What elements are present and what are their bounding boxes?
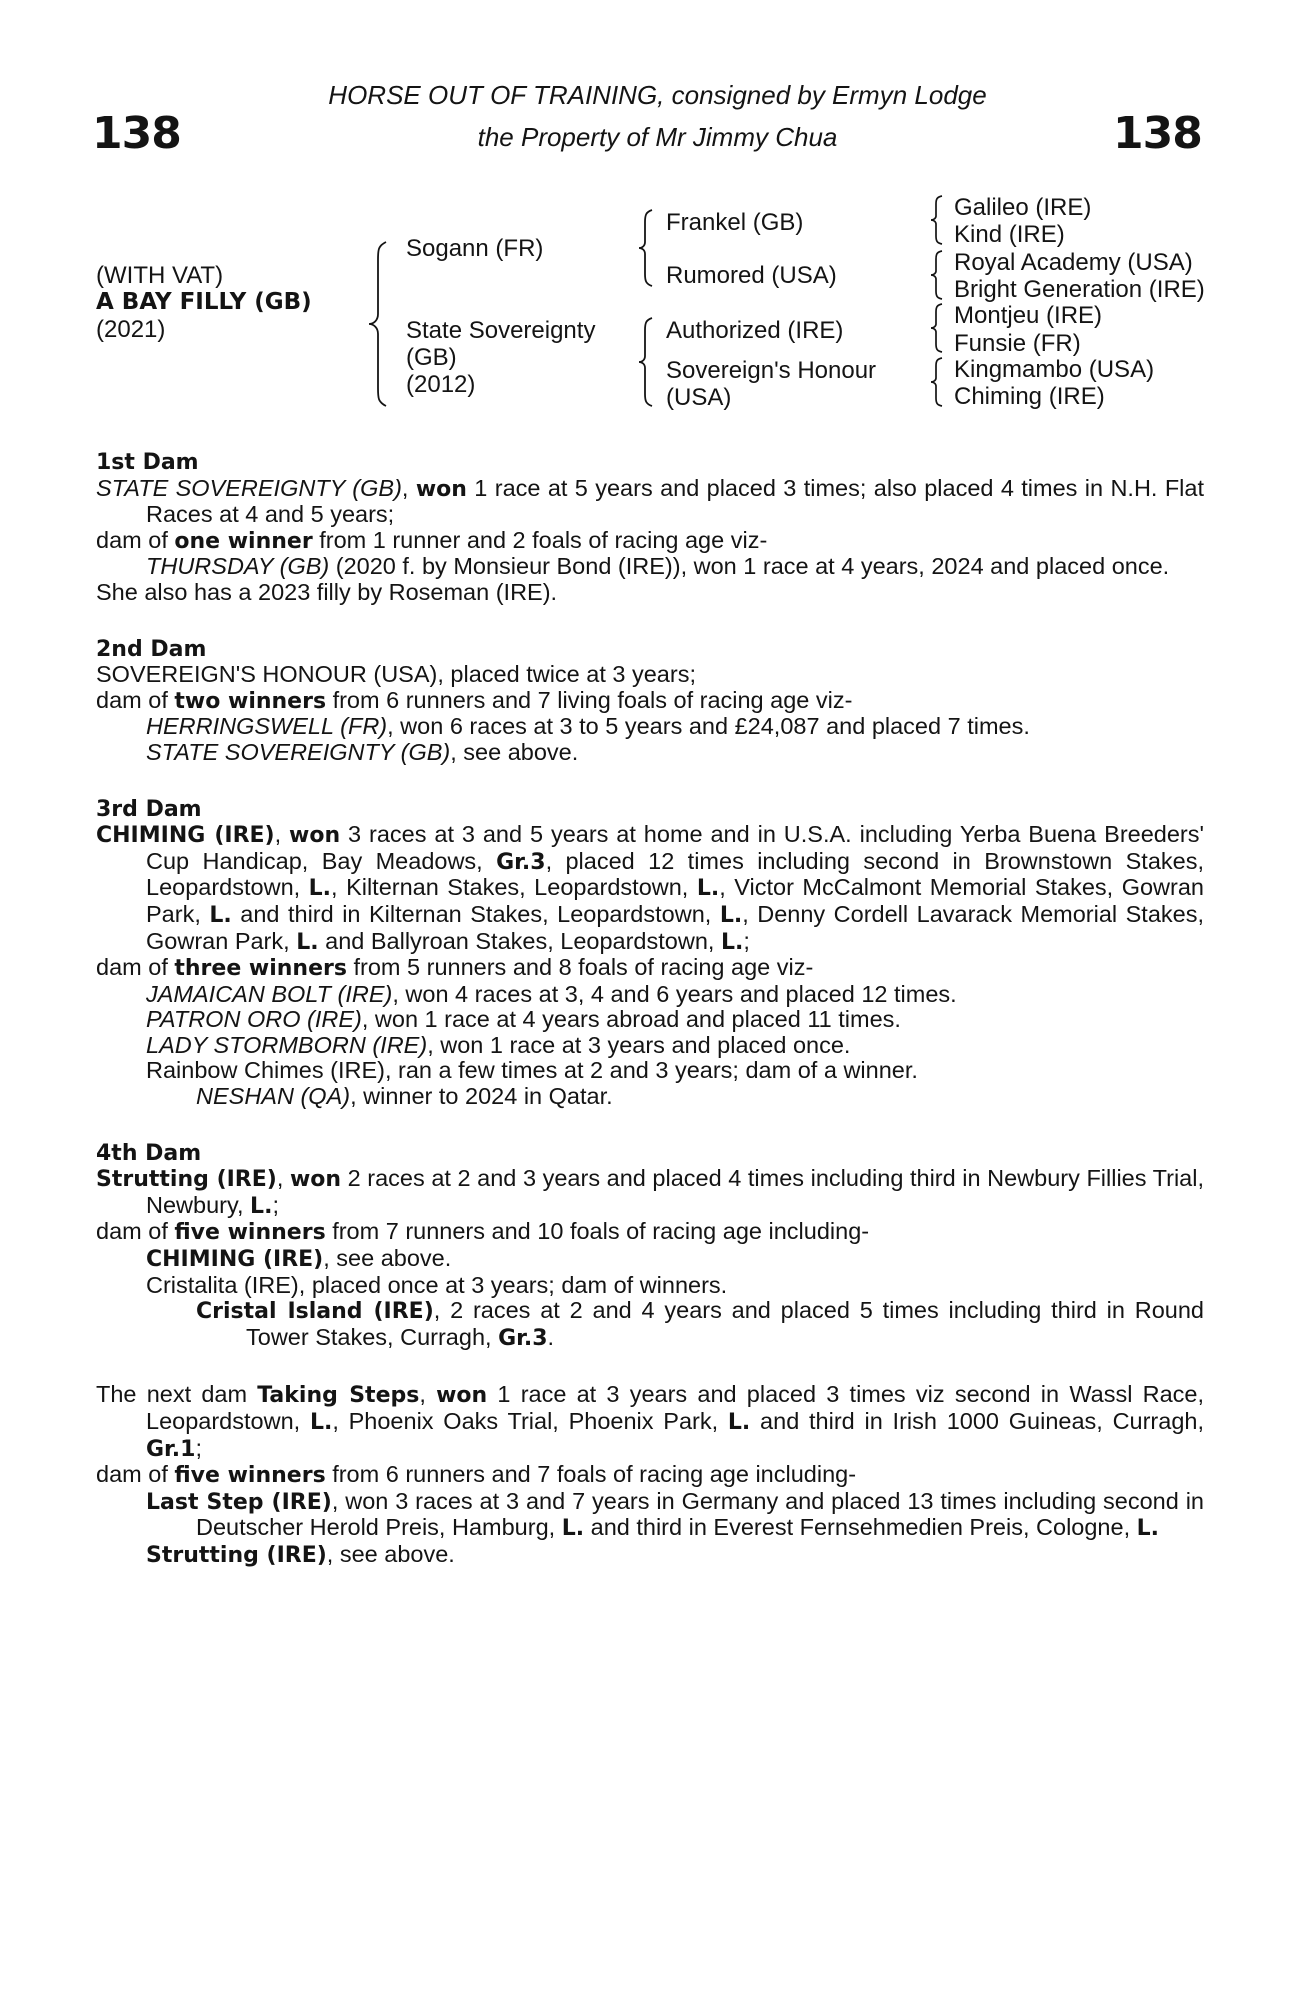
- second-dam-section: [96, 637, 1204, 766]
- lot-number-left: 138: [92, 108, 181, 159]
- dam-line-3: (2012): [406, 371, 476, 398]
- produce-entry: Cristalita (IRE), placed once at 3 years; dam of winners.: [146, 1271, 728, 1298]
- sire-sire: Frankel (GB): [666, 209, 804, 236]
- section-heading: 2nd Dam: [96, 636, 207, 662]
- dam-dam-line-1: Sovereign's Honour: [666, 357, 877, 384]
- dam-summary: STATE SOVEREIGNTY (GB), won 1 race at 5 years and placed 3 times; also placed 4 times in N.H. Flat Races at 4 and 5 years;: [96, 474, 1204, 528]
- gg-6: Funsie (FR): [954, 330, 1081, 357]
- produce-entry: THURSDAY (GB) (2020 f. by Monsieur Bond (IRE)), won 1 race at 4 years, 2024 and placed once.: [146, 553, 1170, 580]
- produce-summary: dam of five winners from 7 runners and 10 foals of racing age including-: [96, 1218, 870, 1246]
- produce-entry: Strutting (IRE), see above.: [146, 1540, 455, 1568]
- brace-sire: [636, 208, 656, 288]
- foaling-year: (2021): [96, 316, 166, 343]
- gg-5: Montjeu (IRE): [954, 302, 1103, 329]
- lot-number-right: 138: [1113, 108, 1202, 159]
- gg-1: Galileo (IRE): [954, 194, 1092, 221]
- produce-entry: LADY STORMBORN (IRE), won 1 race at 3 years and placed once.: [146, 1031, 851, 1058]
- dam-line-1: State Sovereignty: [406, 317, 596, 344]
- produce-entry: CHIMING (IRE), see above.: [146, 1245, 452, 1273]
- section-heading: 4th Dam: [96, 1140, 202, 1166]
- dam-summary: The next dam Taking Steps, won 1 race at 3 years and placed 3 times viz second in Wassl Race, Leopardstown, L., Phoenix Oaks Trial, Phoenix Park, L. and third in Irish 1000 Guineas, Curragh, Gr.1;: [96, 1381, 1205, 1462]
- first-dam-section: [96, 450, 1204, 606]
- produce-summary: dam of five winners from 6 runners and 7 foals of racing age including-: [96, 1461, 857, 1489]
- third-dam-section: [96, 797, 1204, 1110]
- gg-2: Kind (IRE): [954, 221, 1065, 248]
- produce-entry: PATRON ORO (IRE), won 1 race at 4 years abroad and placed 11 times.: [146, 1006, 901, 1033]
- brace-main: [366, 240, 390, 408]
- produce-summary: dam of three winners from 5 runners and 8 foals of racing age viz-: [96, 954, 814, 982]
- section-heading: 1st Dam: [96, 450, 199, 475]
- catalogue-body: [96, 450, 1204, 1569]
- property-line: the Property of Mr Jimmy Chua: [477, 122, 838, 152]
- produce-entry: Last Step (IRE), won 3 races at 3 and 7 years in Germany and placed 13 times including second in Deutscher Herold Preis, Hamburg, L. and third in Everest Fernsehmedien Preis, Cologne, L.: [146, 1487, 1204, 1542]
- dam-sire: Authorized (IRE): [666, 317, 844, 344]
- produce-sub-entry: NESHAN (QA), winner to 2024 in Qatar.: [196, 1083, 613, 1110]
- dam-summary: Strutting (IRE), won 2 races at 2 and 3 years and placed 4 times including third in Newbury Fillies Trial, Newbury, L.;: [96, 1165, 1205, 1219]
- gg-7: Kingmambo (USA): [954, 356, 1155, 383]
- next-dam-section: [96, 1382, 1204, 1568]
- produce-sub-entry: Cristal Island (IRE), 2 races at 2 and 4 years and placed 5 times including third in Round Tower Stakes, Curragh, Gr.3.: [196, 1297, 1204, 1351]
- vat-note: (WITH VAT): [96, 262, 224, 289]
- brace-g3: [928, 302, 946, 354]
- section-heading: 3rd Dam: [96, 796, 202, 822]
- sire-dam: Rumored (USA): [666, 262, 837, 289]
- consignment-line: HORSE OUT OF TRAINING, consigned by Ermyn Lodge: [328, 80, 987, 110]
- gg-3: Royal Academy (USA): [954, 249, 1193, 276]
- brace-g2: [928, 249, 946, 301]
- gg-8: Chiming (IRE): [954, 383, 1105, 410]
- dam-dam-line-2: (USA): [666, 384, 732, 411]
- produce-entry: JAMAICAN BOLT (IRE), won 4 races at 3, 4 and 6 years and placed 12 times.: [146, 980, 957, 1007]
- brace-dam: [636, 316, 656, 408]
- brace-g4: [928, 356, 946, 408]
- produce-note: She also has a 2023 filly by Roseman (IRE).: [96, 578, 558, 605]
- dam-line-2: (GB): [406, 344, 457, 371]
- dam-summary: CHIMING (IRE), won 3 races at 3 and 5 years at home and in U.S.A. including Yerba Buena Breeders' Cup Handicap, Bay Meadows, Gr.3, placed 12 times including second in Brownstown Stakes, Leopardstown, L., Kilternan Stakes, Leopardstown, L., Victor McCalmont Memorial Stakes, Gowran Park, L. and third in Kilternan Stakes, Leopardstown, L., Denny Cordell Lavarack Memorial Stakes, Gowran Park, L. and Ballyroan Stakes, Leopardstown, L.;: [96, 821, 1204, 955]
- produce-summary: dam of two winners from 6 runners and 7 living foals of racing age viz-: [96, 686, 853, 714]
- produce-entry: Rainbow Chimes (IRE), ran a few times at 2 and 3 years; dam of a winner.: [146, 1057, 918, 1084]
- dam-summary: SOVEREIGN'S HONOUR (USA), placed twice at 3 years;: [96, 661, 696, 688]
- fourth-dam-section: [96, 1141, 1204, 1352]
- brace-g1: [928, 194, 946, 246]
- horse-name: A BAY FILLY (GB): [96, 289, 312, 315]
- produce-summary: dam of one winner from 1 runner and 2 foals of racing age viz-: [96, 526, 768, 554]
- sire: Sogann (FR): [406, 235, 544, 262]
- gg-4: Bright Generation (IRE): [954, 276, 1205, 303]
- produce-entry: HERRINGSWELL (FR), won 6 races at 3 to 5 years and £24,087 and placed 7 times.: [146, 713, 1030, 740]
- produce-entry: STATE SOVEREIGNTY (GB), see above.: [146, 738, 579, 765]
